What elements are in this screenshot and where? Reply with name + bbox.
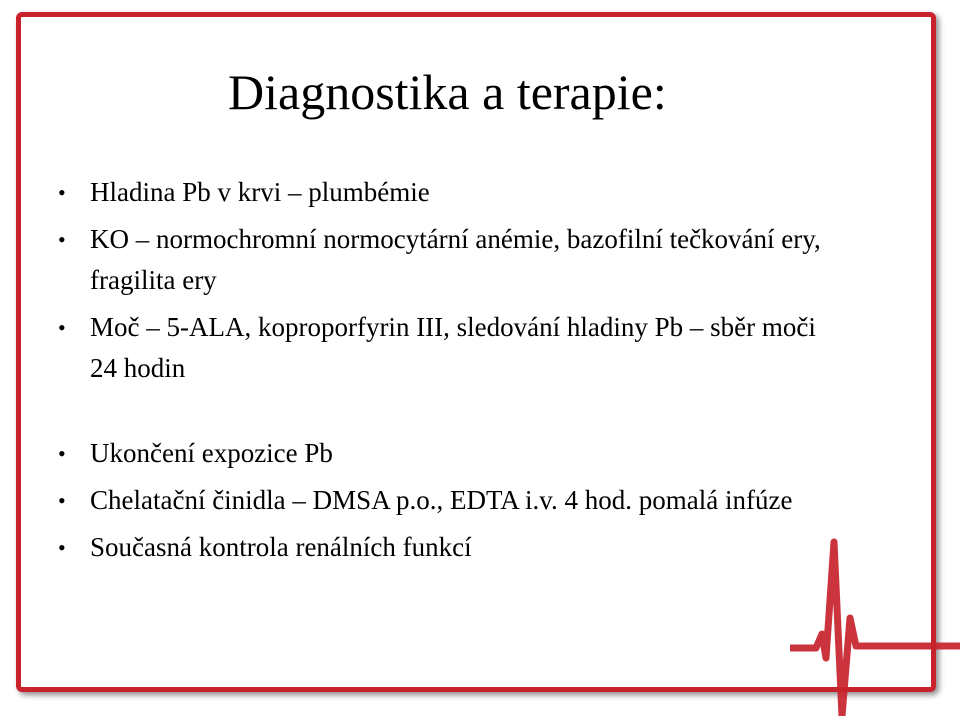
bullet-symbol: • xyxy=(58,488,66,513)
bullet-text: Chelatační činidla – DMSA p.o., EDTA i.v. 4 hod. pomalá infúze xyxy=(90,485,793,515)
bullet-symbol: • xyxy=(58,180,66,205)
bullet-text: KO – normochromní normocytární anémie, bazofilní tečkování ery, fragilita ery xyxy=(90,224,821,295)
bullet-item xyxy=(58,172,848,213)
bullet-item xyxy=(58,480,848,521)
bullet-list xyxy=(58,172,848,574)
ecg-pulse-icon xyxy=(790,530,960,716)
slide-title: Diagnostika a terapie: xyxy=(228,64,667,120)
bullet-item xyxy=(58,527,848,568)
bullet-symbol: • xyxy=(58,315,66,340)
bullet-item xyxy=(58,219,848,301)
bullet-item xyxy=(58,433,848,474)
bullet-item xyxy=(58,307,848,389)
bullet-symbol: • xyxy=(58,227,66,252)
bullet-text: Ukončení expozice Pb xyxy=(90,438,333,468)
bullet-text: Moč – 5-ALA, koproporfyrin III, sledování hladiny Pb – sběr moči 24 hodin xyxy=(90,312,816,383)
bullet-text: Současná kontrola renálních funkcí xyxy=(90,532,472,562)
bullet-symbol: • xyxy=(58,441,66,466)
bullet-text: Hladina Pb v krvi – plumbémie xyxy=(90,177,430,207)
bullet-symbol: • xyxy=(58,535,66,560)
